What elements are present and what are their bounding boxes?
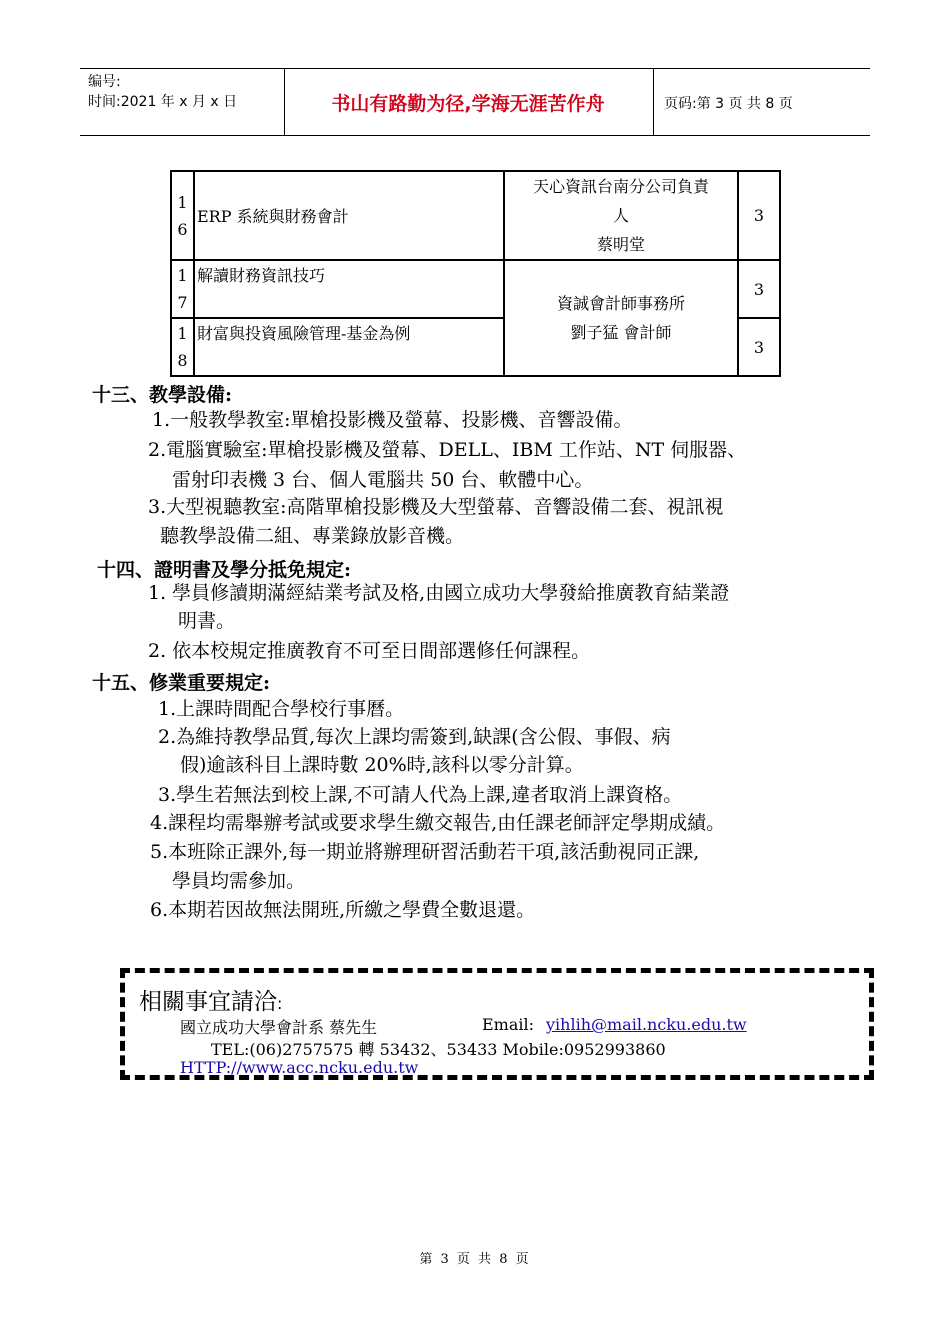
course-table [170,170,781,377]
table-row [171,171,780,260]
course-name: 財富與投資風險管理-基金為例 [194,318,504,376]
course-number: 1 6 [171,171,194,260]
section-13-title: 十三、教學設備: [92,384,233,406]
contact-email-label: Email: [482,1015,535,1034]
list-item: 1. 學員修讀期滿經結業考試及格,由國立成功大學發給推廣教育結業證 [148,582,730,604]
list-item: 2. 依本校規定推廣教育不可至日間部選修任何課程。 [148,640,591,662]
course-number: 1 8 [171,318,194,376]
list-item: 1.一般教學教室:單槍投影機及螢幕、投影機、音響設備。 [152,409,633,431]
list-item: 2.電腦實驗室:單槍投影機及螢幕、DELL、IBM 工作站、NT 伺服器、 [148,439,747,461]
list-item: 雷射印表機 3 台、個人電腦共 50 台、軟體中心。 [172,469,594,491]
header-time: 时间:2021 年 x 月 x 日 [88,94,238,110]
course-hours: 3 [738,318,780,376]
header-meta [88,72,237,112]
list-item: 5.本班除正課外,每一期並將辦理研習活動若干項,該活動視同正課, [150,841,700,863]
header-number: 编号: [88,74,121,90]
course-instructor: 天心資訊台南分公司負責 人 蔡明堂 [504,171,738,260]
contact-title: 相關事宜請洽: [139,989,283,1015]
section-14-title: 十四、證明書及學分抵免規定: [97,559,352,581]
list-item: 學員均需參加。 [172,870,306,892]
course-hours: 3 [738,260,780,318]
header-motto: 书山有路勤为径,学海无涯苦作舟 [331,92,605,115]
course-name: ERP 系統與財務會計 [194,171,504,260]
header-page-number: 页码:第 3 页 共 8 页 [664,96,793,112]
course-instructor-shared: 資誠會計師事務所 劉子猛 會計師 [504,260,738,376]
section-15-title: 十五、修業重要規定: [92,672,271,694]
contact-email-link[interactable]: yihlih@mail.ncku.edu.tw [546,1015,747,1034]
list-item: 聽教學設備二組、專業錄放影音機。 [160,525,465,547]
contact-website-link[interactable]: HTTP://www.acc.ncku.edu.tw [180,1058,419,1077]
course-name: 解讀財務資訊技巧 [194,260,504,318]
list-item: 假)逾該科目上課時數 20%時,該科以零分計算。 [180,754,584,776]
contact-box [120,968,874,1080]
list-item: 6.本期若因故無法開班,所繳之學費全數退還。 [150,899,536,921]
list-item: 4.課程均需舉辦考試或要求學生繳交報告,由任課老師評定學期成績。 [150,812,726,834]
contact-phone: TEL:(06)2757575 轉 53432、53433 Mobile:0952993860 [211,1040,666,1059]
list-item: 2.為維持教學品質,每次上課均需簽到,缺課(含公假、事假、病 [158,726,671,748]
contact-dept: 國立成功大學會計系 蔡先生 [180,1018,378,1037]
list-item: 明書。 [178,610,236,632]
list-item: 1.上課時間配合學校行事曆。 [158,698,405,720]
course-hours: 3 [738,171,780,260]
footer-page-number: 第 3 页 共 8 页 [419,1252,531,1267]
course-number: 1 7 [171,260,194,318]
table-row [171,260,780,318]
list-item: 3.學生若無法到校上課,不可請人代為上課,違者取消上課資格。 [158,784,683,806]
list-item: 3.大型視聽教室:高階單槍投影機及大型螢幕、音響設備二套、視訊視 [148,496,724,518]
header-divider-right [653,68,654,136]
